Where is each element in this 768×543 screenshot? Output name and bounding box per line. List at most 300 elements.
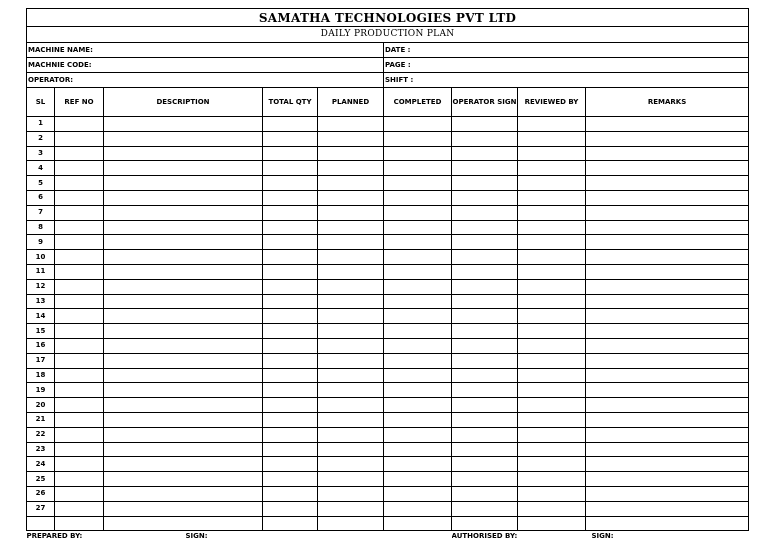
cell-sl: 18 (27, 368, 55, 383)
authorised-by-label: AUTHORISED BY: (451, 531, 518, 540)
cell-description[interactable] (104, 294, 263, 309)
cell-remarks[interactable] (586, 117, 749, 132)
cell-description[interactable] (104, 235, 263, 250)
cell-completed[interactable] (384, 457, 452, 472)
cell-sl: 26 (27, 486, 55, 501)
cell-completed[interactable] (384, 412, 452, 427)
cell-planned[interactable] (318, 190, 384, 205)
cell-total-qty[interactable] (263, 235, 318, 250)
cell-remarks[interactable] (586, 383, 749, 398)
cell-completed[interactable] (384, 338, 452, 353)
cell-planned[interactable] (318, 250, 384, 265)
cell-sl: 21 (27, 412, 55, 427)
cell-reviewed-by[interactable] (518, 176, 586, 191)
cell-description[interactable] (104, 205, 263, 220)
cell-remarks[interactable] (586, 205, 749, 220)
cell-planned[interactable] (318, 472, 384, 487)
cell-planned[interactable] (318, 383, 384, 398)
cell-operator-sign[interactable] (452, 324, 518, 339)
cell-operator-sign[interactable] (452, 176, 518, 191)
cell-completed[interactable] (384, 176, 452, 191)
cell-reviewed-by[interactable] (518, 427, 586, 442)
sign-label-1: SIGN: (185, 531, 208, 540)
cell-reviewed-by[interactable] (518, 457, 586, 472)
cell-ref-no[interactable] (55, 131, 104, 146)
cell-operator-sign[interactable] (452, 442, 518, 457)
cell-ref-no[interactable] (55, 205, 104, 220)
column-header-row (27, 88, 749, 117)
table-row (27, 398, 749, 413)
cell-reviewed-by[interactable] (518, 516, 586, 531)
cell-reviewed-by[interactable] (518, 205, 586, 220)
cell-ref-no[interactable] (55, 338, 104, 353)
cell-completed[interactable] (384, 279, 452, 294)
cell-description[interactable] (104, 264, 263, 279)
cell-completed[interactable] (384, 205, 452, 220)
cell-completed[interactable] (384, 264, 452, 279)
cell-operator-sign[interactable] (452, 516, 518, 531)
cell-operator-sign[interactable] (452, 146, 518, 161)
cell-reviewed-by[interactable] (518, 294, 586, 309)
operator-field[interactable]: OPERATOR: (27, 73, 384, 88)
cell-reviewed-by[interactable] (518, 190, 586, 205)
cell-planned[interactable] (318, 220, 384, 235)
cell-reviewed-by[interactable] (518, 309, 586, 324)
cell-completed[interactable] (384, 427, 452, 442)
cell-reviewed-by[interactable] (518, 161, 586, 176)
cell-planned[interactable] (318, 442, 384, 457)
cell-total-qty[interactable] (263, 309, 318, 324)
cell-completed[interactable] (384, 161, 452, 176)
cell-total-qty[interactable] (263, 220, 318, 235)
cell-operator-sign[interactable] (452, 412, 518, 427)
cell-ref-no[interactable] (55, 324, 104, 339)
cell-total-qty[interactable] (263, 501, 318, 516)
table-row (27, 220, 749, 235)
table-row (27, 457, 749, 472)
cell-sl (27, 516, 55, 531)
cell-sl: 14 (27, 309, 55, 324)
cell-description[interactable] (104, 190, 263, 205)
cell-reviewed-by[interactable] (518, 412, 586, 427)
cell-total-qty[interactable] (263, 131, 318, 146)
form-subtitle: DAILY PRODUCTION PLAN (27, 27, 749, 43)
column-header-planned: PLANNED (318, 88, 384, 117)
cell-remarks[interactable] (586, 250, 749, 265)
cell-planned[interactable] (318, 131, 384, 146)
table-row (27, 412, 749, 427)
table-row (27, 383, 749, 398)
cell-ref-no[interactable] (55, 146, 104, 161)
page-field[interactable]: PAGE : (384, 58, 749, 73)
cell-reviewed-by[interactable] (518, 235, 586, 250)
cell-planned[interactable] (318, 309, 384, 324)
cell-operator-sign[interactable] (452, 368, 518, 383)
cell-description[interactable] (104, 279, 263, 294)
machine-code-field[interactable]: MACHNIE CODE: (27, 58, 384, 73)
cell-remarks[interactable] (586, 427, 749, 442)
cell-description[interactable] (104, 501, 263, 516)
cell-total-qty[interactable] (263, 146, 318, 161)
cell-reviewed-by[interactable] (518, 486, 586, 501)
cell-total-qty[interactable] (263, 412, 318, 427)
cell-completed[interactable] (384, 309, 452, 324)
cell-operator-sign[interactable] (452, 309, 518, 324)
cell-planned[interactable] (318, 161, 384, 176)
cell-sl: 27 (27, 501, 55, 516)
column-header-total-qty: TOTAL QTY (263, 88, 318, 117)
machine-name-field[interactable]: MACHINE NAME: (27, 43, 384, 58)
table-row (27, 472, 749, 487)
cell-completed[interactable] (384, 146, 452, 161)
cell-remarks[interactable] (586, 146, 749, 161)
column-header-reviewed-by: REVIEWED BY (518, 88, 586, 117)
table-row (27, 309, 749, 324)
cell-total-qty[interactable] (263, 250, 318, 265)
column-header-sl: SL (27, 88, 55, 117)
cell-description[interactable] (104, 383, 263, 398)
cell-operator-sign[interactable] (452, 472, 518, 487)
table-row (27, 324, 749, 339)
cell-total-qty[interactable] (263, 383, 318, 398)
cell-remarks[interactable] (586, 279, 749, 294)
cell-planned[interactable] (318, 264, 384, 279)
cell-operator-sign[interactable] (452, 117, 518, 132)
cell-description[interactable] (104, 220, 263, 235)
cell-ref-no[interactable] (55, 383, 104, 398)
cell-completed[interactable] (384, 398, 452, 413)
cell-ref-no[interactable] (55, 486, 104, 501)
cell-reviewed-by[interactable] (518, 383, 586, 398)
cell-sl: 15 (27, 324, 55, 339)
cell-reviewed-by[interactable] (518, 220, 586, 235)
cell-operator-sign[interactable] (452, 205, 518, 220)
cell-completed[interactable] (384, 486, 452, 501)
cell-ref-no[interactable] (55, 161, 104, 176)
cell-sl: 23 (27, 442, 55, 457)
cell-sl: 2 (27, 131, 55, 146)
cell-operator-sign[interactable] (452, 235, 518, 250)
cell-description[interactable] (104, 309, 263, 324)
cell-remarks[interactable] (586, 264, 749, 279)
cell-ref-no[interactable] (55, 472, 104, 487)
cell-ref-no[interactable] (55, 427, 104, 442)
cell-description[interactable] (104, 516, 263, 531)
cell-remarks[interactable] (586, 324, 749, 339)
cell-reviewed-by[interactable] (518, 117, 586, 132)
cell-remarks[interactable] (586, 442, 749, 457)
cell-planned[interactable] (318, 398, 384, 413)
cell-ref-no[interactable] (55, 294, 104, 309)
column-header-completed: COMPLETED (384, 88, 452, 117)
cell-reviewed-by[interactable] (518, 472, 586, 487)
cell-total-qty[interactable] (263, 205, 318, 220)
cell-description[interactable] (104, 427, 263, 442)
cell-description[interactable] (104, 412, 263, 427)
cell-completed[interactable] (384, 117, 452, 132)
cell-operator-sign[interactable] (452, 250, 518, 265)
cell-operator-sign[interactable] (452, 383, 518, 398)
sign-label-2: SIGN: (591, 531, 614, 540)
company-title: SAMATHA TECHNOLOGIES PVT LTD (27, 9, 749, 27)
cell-description[interactable] (104, 338, 263, 353)
cell-sl: 8 (27, 220, 55, 235)
cell-operator-sign[interactable] (452, 427, 518, 442)
cell-ref-no[interactable] (55, 117, 104, 132)
cell-total-qty[interactable] (263, 338, 318, 353)
cell-sl: 10 (27, 250, 55, 265)
cell-ref-no[interactable] (55, 220, 104, 235)
cell-ref-no[interactable] (55, 398, 104, 413)
cell-remarks[interactable] (586, 220, 749, 235)
cell-operator-sign[interactable] (452, 338, 518, 353)
cell-ref-no[interactable] (55, 264, 104, 279)
cell-description[interactable] (104, 117, 263, 132)
cell-ref-no[interactable] (55, 457, 104, 472)
cell-reviewed-by[interactable] (518, 398, 586, 413)
cell-remarks[interactable] (586, 294, 749, 309)
table-row (27, 146, 749, 161)
cell-planned[interactable] (318, 146, 384, 161)
cell-ref-no[interactable] (55, 412, 104, 427)
cell-description[interactable] (104, 442, 263, 457)
cell-operator-sign[interactable] (452, 220, 518, 235)
footer-row (27, 531, 749, 541)
cell-sl: 13 (27, 294, 55, 309)
cell-remarks[interactable] (586, 472, 749, 487)
cell-reviewed-by[interactable] (518, 353, 586, 368)
cell-ref-no[interactable] (55, 190, 104, 205)
cell-description[interactable] (104, 250, 263, 265)
shift-field[interactable]: SHIFT : (384, 73, 749, 88)
production-plan-sheet (26, 8, 749, 541)
cell-completed[interactable] (384, 442, 452, 457)
cell-sl: 20 (27, 398, 55, 413)
cell-reviewed-by[interactable] (518, 131, 586, 146)
column-header-operator-sign: OPERATOR SIGN (452, 88, 518, 117)
cell-planned[interactable] (318, 368, 384, 383)
cell-planned[interactable] (318, 412, 384, 427)
cell-total-qty[interactable] (263, 176, 318, 191)
cell-total-qty[interactable] (263, 486, 318, 501)
cell-operator-sign[interactable] (452, 353, 518, 368)
cell-total-qty[interactable] (263, 353, 318, 368)
cell-sl: 19 (27, 383, 55, 398)
cell-ref-no[interactable] (55, 250, 104, 265)
cell-completed[interactable] (384, 353, 452, 368)
date-field[interactable]: DATE : (384, 43, 749, 58)
cell-ref-no[interactable] (55, 176, 104, 191)
cell-completed[interactable] (384, 501, 452, 516)
cell-remarks[interactable] (586, 309, 749, 324)
cell-completed[interactable] (384, 294, 452, 309)
cell-description[interactable] (104, 324, 263, 339)
table-row (27, 131, 749, 146)
cell-ref-no[interactable] (55, 235, 104, 250)
cell-ref-no[interactable] (55, 353, 104, 368)
cell-completed[interactable] (384, 472, 452, 487)
cell-planned[interactable] (318, 294, 384, 309)
cell-operator-sign[interactable] (452, 264, 518, 279)
cell-sl: 22 (27, 427, 55, 442)
cell-description[interactable] (104, 486, 263, 501)
cell-total-qty[interactable] (263, 294, 318, 309)
cell-planned[interactable] (318, 205, 384, 220)
table-row (27, 161, 749, 176)
cell-sl: 3 (27, 146, 55, 161)
cell-operator-sign[interactable] (452, 161, 518, 176)
table-row (27, 205, 749, 220)
cell-remarks[interactable] (586, 176, 749, 191)
cell-description[interactable] (104, 146, 263, 161)
cell-completed[interactable] (384, 250, 452, 265)
cell-completed[interactable] (384, 516, 452, 531)
cell-remarks[interactable] (586, 161, 749, 176)
table-row (27, 353, 749, 368)
table-row (27, 117, 749, 132)
cell-total-qty[interactable] (263, 161, 318, 176)
cell-reviewed-by[interactable] (518, 324, 586, 339)
cell-total-qty[interactable] (263, 324, 318, 339)
table-row (27, 279, 749, 294)
cell-remarks[interactable] (586, 457, 749, 472)
cell-operator-sign[interactable] (452, 294, 518, 309)
cell-ref-no[interactable] (55, 309, 104, 324)
table-row (27, 235, 749, 250)
cell-completed[interactable] (384, 235, 452, 250)
cell-reviewed-by[interactable] (518, 250, 586, 265)
table-row (27, 294, 749, 309)
cell-completed[interactable] (384, 220, 452, 235)
cell-description[interactable] (104, 472, 263, 487)
cell-description[interactable] (104, 131, 263, 146)
cell-ref-no[interactable] (55, 516, 104, 531)
cell-sl: 5 (27, 176, 55, 191)
cell-total-qty[interactable] (263, 368, 318, 383)
cell-operator-sign[interactable] (452, 457, 518, 472)
cell-remarks[interactable] (586, 338, 749, 353)
cell-planned[interactable] (318, 235, 384, 250)
cell-planned[interactable] (318, 324, 384, 339)
cell-sl: 6 (27, 190, 55, 205)
cell-description[interactable] (104, 368, 263, 383)
cell-completed[interactable] (384, 368, 452, 383)
cell-planned[interactable] (318, 516, 384, 531)
column-header-remarks: REMARKS (586, 88, 749, 117)
column-header-ref-no: REF NO (55, 88, 104, 117)
prepared-by-label: PREPARED BY: (26, 531, 83, 540)
cell-total-qty[interactable] (263, 398, 318, 413)
table-row (27, 442, 749, 457)
cell-ref-no[interactable] (55, 368, 104, 383)
cell-reviewed-by[interactable] (518, 279, 586, 294)
cell-remarks[interactable] (586, 486, 749, 501)
cell-sl: 16 (27, 338, 55, 353)
cell-reviewed-by[interactable] (518, 264, 586, 279)
cell-operator-sign[interactable] (452, 486, 518, 501)
table-row (27, 190, 749, 205)
cell-planned[interactable] (318, 279, 384, 294)
cell-total-qty[interactable] (263, 457, 318, 472)
cell-planned[interactable] (318, 486, 384, 501)
cell-total-qty[interactable] (263, 472, 318, 487)
cell-sl: 4 (27, 161, 55, 176)
cell-sl: 11 (27, 264, 55, 279)
cell-completed[interactable] (384, 190, 452, 205)
cell-completed[interactable] (384, 324, 452, 339)
cell-total-qty[interactable] (263, 516, 318, 531)
cell-description[interactable] (104, 457, 263, 472)
cell-planned[interactable] (318, 427, 384, 442)
cell-sl: 25 (27, 472, 55, 487)
cell-description[interactable] (104, 161, 263, 176)
cell-completed[interactable] (384, 383, 452, 398)
cell-remarks[interactable] (586, 501, 749, 516)
cell-remarks[interactable] (586, 398, 749, 413)
cell-planned[interactable] (318, 338, 384, 353)
cell-total-qty[interactable] (263, 427, 318, 442)
cell-planned[interactable] (318, 457, 384, 472)
table-row (27, 516, 749, 531)
table-row (27, 501, 749, 516)
cell-remarks[interactable] (586, 516, 749, 531)
cell-operator-sign[interactable] (452, 279, 518, 294)
cell-total-qty[interactable] (263, 279, 318, 294)
cell-remarks[interactable] (586, 412, 749, 427)
cell-total-qty[interactable] (263, 264, 318, 279)
cell-operator-sign[interactable] (452, 190, 518, 205)
cell-remarks[interactable] (586, 235, 749, 250)
cell-total-qty[interactable] (263, 442, 318, 457)
table-row (27, 427, 749, 442)
cell-reviewed-by[interactable] (518, 501, 586, 516)
cell-operator-sign[interactable] (452, 131, 518, 146)
cell-description[interactable] (104, 176, 263, 191)
cell-planned[interactable] (318, 353, 384, 368)
cell-planned[interactable] (318, 501, 384, 516)
cell-operator-sign[interactable] (452, 501, 518, 516)
cell-remarks[interactable] (586, 131, 749, 146)
table-row (27, 264, 749, 279)
cell-description[interactable] (104, 353, 263, 368)
cell-remarks[interactable] (586, 190, 749, 205)
cell-sl: 7 (27, 205, 55, 220)
table-row (27, 368, 749, 383)
cell-reviewed-by[interactable] (518, 338, 586, 353)
cell-sl: 24 (27, 457, 55, 472)
table-row (27, 250, 749, 265)
cell-reviewed-by[interactable] (518, 368, 586, 383)
cell-planned[interactable] (318, 176, 384, 191)
cell-total-qty[interactable] (263, 117, 318, 132)
cell-sl: 1 (27, 117, 55, 132)
column-header-description: DESCRIPTION (104, 88, 263, 117)
cell-remarks[interactable] (586, 353, 749, 368)
cell-planned[interactable] (318, 117, 384, 132)
cell-ref-no[interactable] (55, 442, 104, 457)
cell-reviewed-by[interactable] (518, 442, 586, 457)
cell-completed[interactable] (384, 131, 452, 146)
cell-description[interactable] (104, 398, 263, 413)
cell-total-qty[interactable] (263, 190, 318, 205)
cell-ref-no[interactable] (55, 279, 104, 294)
cell-reviewed-by[interactable] (518, 146, 586, 161)
cell-operator-sign[interactable] (452, 398, 518, 413)
cell-sl: 9 (27, 235, 55, 250)
cell-ref-no[interactable] (55, 501, 104, 516)
table-row (27, 486, 749, 501)
cell-remarks[interactable] (586, 368, 749, 383)
